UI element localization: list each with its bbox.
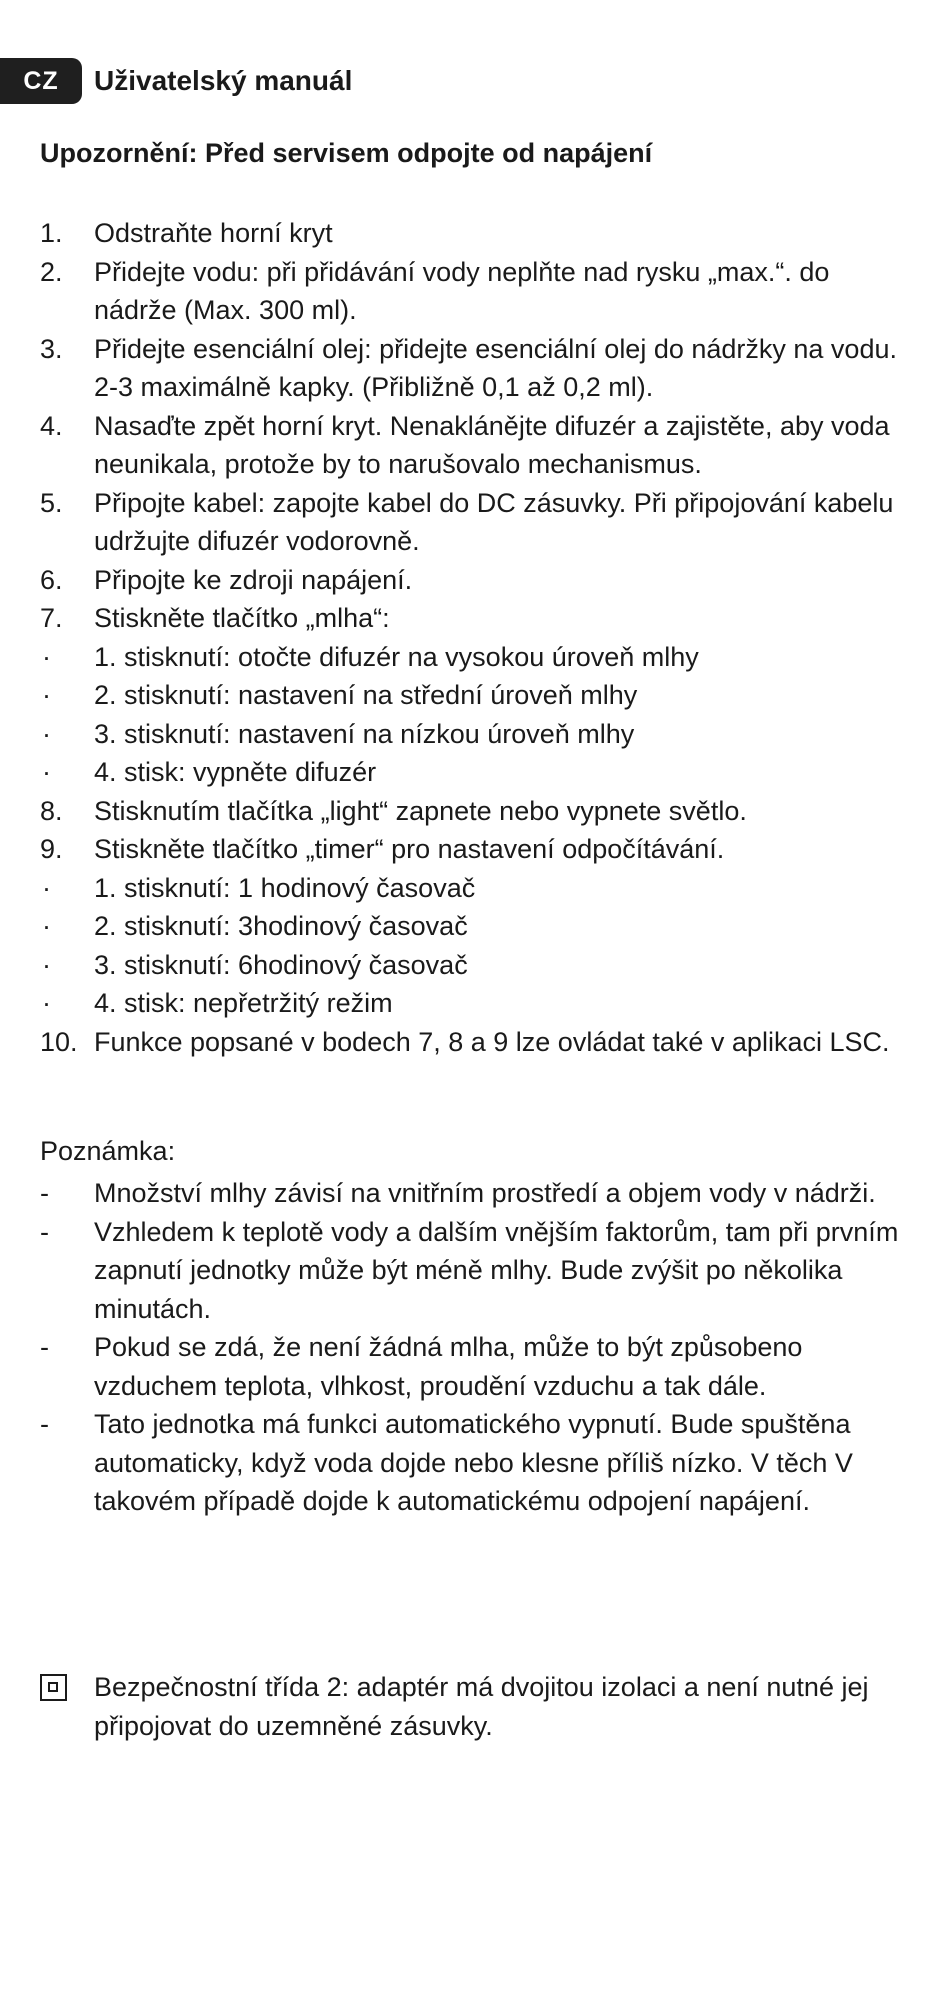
bullet-marker: · bbox=[42, 911, 51, 941]
note-text: Vzhledem k teplotě vody a dalším vnějším faktorům, tam při prvním zapnutí jednotky může být méně mlhy. Bude zvýšit po několika minutách. bbox=[94, 1216, 899, 1324]
step-item bbox=[40, 253, 910, 330]
page-header bbox=[0, 58, 352, 104]
step-item bbox=[40, 214, 910, 253]
safety-text: Bezpečnostní třída 2: adaptér má dvojitou izolaci a není nutné jej připojovat do uzemněné zásuvky. bbox=[94, 1672, 869, 1741]
dash-marker: - bbox=[40, 1178, 49, 1208]
step-marker: 5. bbox=[40, 487, 63, 518]
page-title: Uživatelský manuál bbox=[94, 65, 353, 96]
step-text: Přidejte esenciální olej: přidejte esenciální olej do nádržky na vodu. 2-3 maximálně kapky. (Přibližně 0,1 až 0,2 ml). bbox=[94, 333, 897, 402]
step-text: 4. stisk: vypněte difuzér bbox=[94, 757, 377, 787]
bullet-marker: · bbox=[42, 872, 51, 903]
step-marker: 10. bbox=[40, 1026, 78, 1057]
note-item bbox=[40, 1405, 910, 1521]
step-marker: 8. bbox=[40, 795, 63, 826]
step-bullet bbox=[40, 638, 910, 677]
step-text: Funkce popsané v bodech 7, 8 a 9 lze ovládat také v aplikaci LSC. bbox=[94, 1026, 890, 1057]
step-item bbox=[40, 407, 910, 484]
step-text: Stisknutím tlačítka „light“ zapnete nebo vypnete světlo. bbox=[94, 795, 747, 826]
bullet-marker: · bbox=[42, 718, 51, 749]
step-marker: 9. bbox=[40, 834, 63, 864]
step-item bbox=[40, 1023, 910, 1062]
step-marker: 4. bbox=[40, 410, 63, 441]
step-bullet bbox=[40, 907, 910, 946]
step-text: 1. stisknutí: 1 hodinový časovač bbox=[94, 872, 476, 903]
step-text: Stiskněte tlačítko „timer“ pro nastavení odpočítávání. bbox=[94, 834, 725, 864]
safety-class-note bbox=[40, 1668, 910, 1745]
step-item bbox=[40, 561, 910, 600]
notes-list bbox=[40, 1174, 910, 1521]
step-text: Nasaďte zpět horní kryt. Nenaklánějte difuzér a zajistěte, aby voda neunikala, protože by to narušovalo mechanismus. bbox=[94, 410, 890, 479]
note-item bbox=[40, 1328, 910, 1405]
note-item bbox=[40, 1174, 910, 1213]
step-text: 4. stisk: nepřetržitý režim bbox=[94, 988, 393, 1018]
language-badge: CZ bbox=[0, 58, 82, 104]
instruction-steps bbox=[40, 214, 910, 1061]
note-text: Pokud se zdá, že není žádná mlha, může to být způsobeno vzduchem teplota, vlhkost, proudění vzduchu a tak dále. bbox=[94, 1332, 803, 1401]
step-bullet bbox=[40, 715, 910, 754]
step-item bbox=[40, 330, 910, 407]
step-text: 3. stisknutí: 6hodinový časovač bbox=[94, 949, 468, 980]
step-bullet bbox=[40, 984, 910, 1023]
bullet-marker: · bbox=[42, 988, 51, 1018]
step-marker: 6. bbox=[40, 564, 63, 595]
step-marker: 1. bbox=[40, 218, 63, 248]
note-heading: Poznámka: bbox=[40, 1136, 176, 1166]
step-item bbox=[40, 830, 910, 869]
bullet-marker: · bbox=[42, 757, 51, 787]
step-text: Stiskněte tlačítko „mlha“: bbox=[94, 603, 390, 633]
step-marker: 3. bbox=[40, 333, 63, 364]
bullet-marker: · bbox=[42, 680, 51, 710]
service-warning: Upozornění: Před servisem odpojte od napájení bbox=[40, 138, 653, 168]
step-text: Přidejte vodu: při přidávání vody neplňte nad rysku „max.“. do nádrže (Max. 300 ml). bbox=[94, 256, 830, 325]
step-bullet bbox=[40, 869, 910, 908]
step-item bbox=[40, 484, 910, 561]
dash-marker: - bbox=[40, 1409, 49, 1439]
note-text: Tato jednotka má funkci automatického vypnutí. Bude spuštěna automaticky, když voda dojde nebo klesne příliš nízko. V těch V takovém případě dojde k automatickému odpojení napájení. bbox=[94, 1409, 853, 1516]
step-bullet bbox=[40, 676, 910, 715]
step-item bbox=[40, 599, 910, 638]
bullet-marker: · bbox=[42, 949, 51, 980]
bullet-marker: · bbox=[42, 641, 51, 672]
class-2-double-insulation-icon bbox=[40, 1668, 94, 1745]
step-text: Připojte ke zdroji napájení. bbox=[94, 564, 413, 595]
step-marker: 7. bbox=[40, 603, 63, 633]
step-text: Odstraňte horní kryt bbox=[94, 218, 333, 248]
step-text: Připojte kabel: zapojte kabel do DC zásuvky. Při připojování kabelu udržujte difuzér vodorovně. bbox=[94, 487, 894, 556]
step-marker: 2. bbox=[40, 256, 63, 287]
step-text: 1. stisknutí: otočte difuzér na vysokou úroveň mlhy bbox=[94, 641, 699, 672]
note-text: Množství mlhy závisí na vnitřním prostředí a objem vody v nádrži. bbox=[94, 1178, 876, 1208]
step-bullet bbox=[40, 753, 910, 792]
dash-marker: - bbox=[40, 1216, 49, 1247]
step-text: 3. stisknutí: nastavení na nízkou úroveň mlhy bbox=[94, 718, 635, 749]
step-text: 2. stisknutí: nastavení na střední úroveň mlhy bbox=[94, 680, 638, 710]
dash-marker: - bbox=[40, 1332, 49, 1362]
step-bullet bbox=[40, 946, 910, 985]
step-item bbox=[40, 792, 910, 831]
note-item bbox=[40, 1213, 910, 1329]
step-text: 2. stisknutí: 3hodinový časovač bbox=[94, 911, 468, 941]
